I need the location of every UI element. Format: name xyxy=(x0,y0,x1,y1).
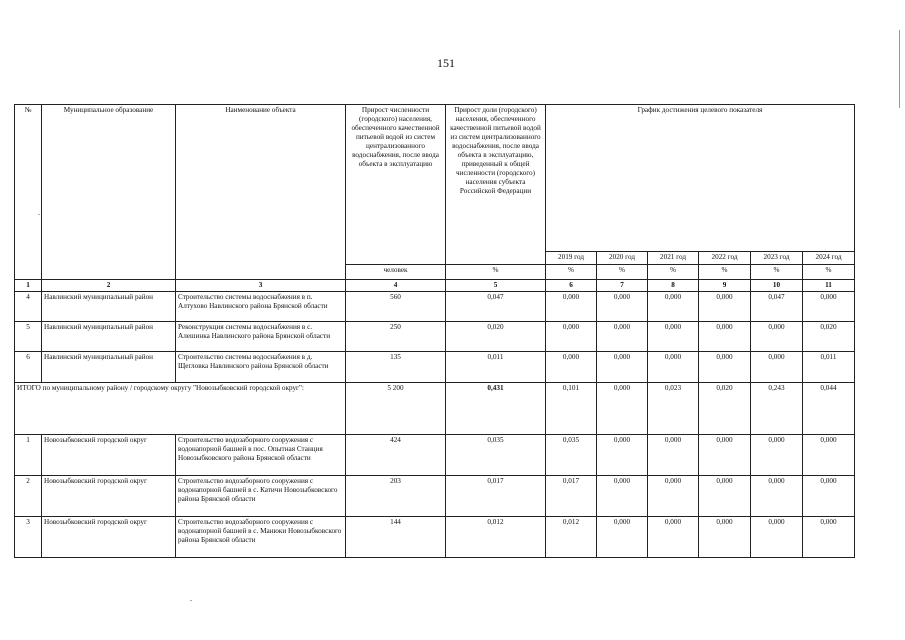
row-year-value: 0,000 xyxy=(597,352,648,383)
row-year-value: 0,000 xyxy=(648,292,699,322)
row-year-value: 0,000 xyxy=(597,292,648,322)
row-year-value: 0,000 xyxy=(803,517,855,558)
total-year-value: 0,000 xyxy=(597,383,648,435)
table-row xyxy=(15,352,855,383)
table-row xyxy=(15,517,855,558)
column-number: 5 xyxy=(446,280,546,292)
scan-speck xyxy=(190,600,192,601)
column-number: 11 xyxy=(803,280,855,292)
row-year-value: 0,000 xyxy=(751,517,803,558)
row-year-value: 0,000 xyxy=(751,476,803,517)
column-number: 1 xyxy=(15,280,42,292)
row-municipality: Новозыбковский городской округ xyxy=(42,517,176,558)
row-year-value: 0,000 xyxy=(546,352,597,383)
unit-percent: % xyxy=(546,265,597,280)
row-municipality: Новозыбковский городской округ xyxy=(42,476,176,517)
row-year-value: 0,000 xyxy=(597,322,648,352)
row-object: Строительство водозаборного сооружения с водонапорной башней в пос. Опытная Станция Новозыбковского района Брянской области xyxy=(176,435,346,476)
row-people: 424 xyxy=(346,435,446,476)
row-year-value: 0,000 xyxy=(648,322,699,352)
row-no: 4 xyxy=(15,292,42,322)
row-people: 203 xyxy=(346,476,446,517)
row-year-value: 0,000 xyxy=(699,322,751,352)
unit-people: человек xyxy=(346,265,446,280)
row-year-value: 0,000 xyxy=(803,435,855,476)
column-number: 4 xyxy=(346,280,446,292)
row-year-value: 0,000 xyxy=(699,352,751,383)
row-year-value: 0,000 xyxy=(648,352,699,383)
header-population-growth: Прирост численности (городского) населения, обеспеченного качественной питьевой водой из систем централизованного водоснабжения, после ввода объекта в эксплуатацию xyxy=(346,105,446,265)
row-municipality: Навлинский муниципальный район xyxy=(42,292,176,322)
row-year-value: 0,000 xyxy=(648,517,699,558)
total-year-value: 0,101 xyxy=(546,383,597,435)
header-share-growth: Прирост доли (городского) населения, обеспеченного качественной питьевой водой из систем централизованного водоснабжения, после ввода объекта в эксплуатацию, приведенный к общей численности (городского) населения субъекта Российской Федерации xyxy=(446,105,546,265)
targets-table xyxy=(14,104,855,558)
row-year-value: 0,000 xyxy=(699,476,751,517)
row-object: Строительство водозаборного сооружения с водонапорной башней в с. Катичи Новозыбковского района Брянской области xyxy=(176,476,346,517)
scan-edge-mark xyxy=(899,30,900,108)
row-year-value: 0,011 xyxy=(803,352,855,383)
row-year-value: 0,000 xyxy=(597,517,648,558)
row-object: Реконструкция системы водоснабжения в с. Алешинка Навлинского района Брянской области xyxy=(176,322,346,352)
row-object: Строительство водозаборного сооружения с водонапорной башней в с. Манюки Новозыбковского района Брянской области xyxy=(176,517,346,558)
row-year-value: 0,020 xyxy=(803,322,855,352)
row-year-value: 0,000 xyxy=(597,435,648,476)
column-number: 6 xyxy=(546,280,597,292)
total-year-value: 0,020 xyxy=(699,383,751,435)
row-people: 144 xyxy=(346,517,446,558)
row-share: 0,035 xyxy=(446,435,546,476)
column-number: 2 xyxy=(42,280,176,292)
header-object-name: Наименование объекта xyxy=(176,105,346,280)
row-year-value: 0,000 xyxy=(546,292,597,322)
header-year: 2021 год xyxy=(648,252,699,265)
header-year: 2019 год xyxy=(546,252,597,265)
total-year-value: 0,023 xyxy=(648,383,699,435)
row-object: Строительство системы водоснабжения в д. Щегловка Навлинского района Брянской области xyxy=(176,352,346,383)
unit-percent: % xyxy=(597,265,648,280)
row-year-value: 0,012 xyxy=(546,517,597,558)
row-share: 0,012 xyxy=(446,517,546,558)
row-share: 0,047 xyxy=(446,292,546,322)
unit-percent: % xyxy=(751,265,803,280)
row-year-value: 0,047 xyxy=(751,292,803,322)
table-row xyxy=(15,476,855,517)
total-row xyxy=(15,383,855,435)
column-number: 8 xyxy=(648,280,699,292)
row-year-value: 0,017 xyxy=(546,476,597,517)
row-year-value: 0,000 xyxy=(648,435,699,476)
header-year: 2020 год xyxy=(597,252,648,265)
row-year-value: 0,000 xyxy=(751,435,803,476)
column-number: 9 xyxy=(699,280,751,292)
column-number: 7 xyxy=(597,280,648,292)
header-year: 2023 год xyxy=(751,252,803,265)
table-row xyxy=(15,322,855,352)
row-no: 2 xyxy=(15,476,42,517)
column-number: 3 xyxy=(176,280,346,292)
table-row xyxy=(15,435,855,476)
row-year-value: 0,000 xyxy=(751,322,803,352)
total-year-value: 0,243 xyxy=(751,383,803,435)
row-no: 6 xyxy=(15,352,42,383)
row-year-value: 0,000 xyxy=(699,292,751,322)
total-share: 0,431 xyxy=(446,383,546,435)
header-year: 2024 год xyxy=(803,252,855,265)
unit-percent: % xyxy=(446,265,546,280)
page-number: 151 xyxy=(437,56,455,70)
row-share: 0,011 xyxy=(446,352,546,383)
unit-percent: % xyxy=(699,265,751,280)
row-year-value: 0,000 xyxy=(751,352,803,383)
total-year-value: 0,044 xyxy=(803,383,855,435)
unit-percent: % xyxy=(648,265,699,280)
row-people: 135 xyxy=(346,352,446,383)
row-object: Строительство системы водоснабжения в п. Алтухово Навлинского района Брянской области xyxy=(176,292,346,322)
unit-percent: % xyxy=(803,265,855,280)
row-people: 560 xyxy=(346,292,446,322)
column-number: 10 xyxy=(751,280,803,292)
row-no: 1 xyxy=(15,435,42,476)
total-label: ИТОГО по муниципальному району / городскому округу "Новозыбковский городской округ": xyxy=(15,383,346,435)
row-year-value: 0,000 xyxy=(546,322,597,352)
row-year-value: 0,000 xyxy=(803,476,855,517)
row-year-value: 0,035 xyxy=(546,435,597,476)
row-no: 5 xyxy=(15,322,42,352)
header-schedule: График достижения целевого показателя xyxy=(546,105,855,252)
header-no: № xyxy=(15,105,42,280)
header-municipality: Муниципальное образование xyxy=(42,105,176,280)
total-people: 5 200 xyxy=(346,383,446,435)
table-row xyxy=(15,292,855,322)
row-share: 0,020 xyxy=(446,322,546,352)
row-municipality: Навлинский муниципальный район xyxy=(42,352,176,383)
row-year-value: 0,000 xyxy=(803,292,855,322)
row-municipality: Новозыбковский городской округ xyxy=(42,435,176,476)
header-year: 2022 год xyxy=(699,252,751,265)
row-year-value: 0,000 xyxy=(699,517,751,558)
row-year-value: 0,000 xyxy=(699,435,751,476)
row-no: 3 xyxy=(15,517,42,558)
row-share: 0,017 xyxy=(446,476,546,517)
row-municipality: Навлинский муниципальный район xyxy=(42,322,176,352)
row-people: 250 xyxy=(346,322,446,352)
row-year-value: 0,000 xyxy=(648,476,699,517)
row-year-value: 0,000 xyxy=(597,476,648,517)
